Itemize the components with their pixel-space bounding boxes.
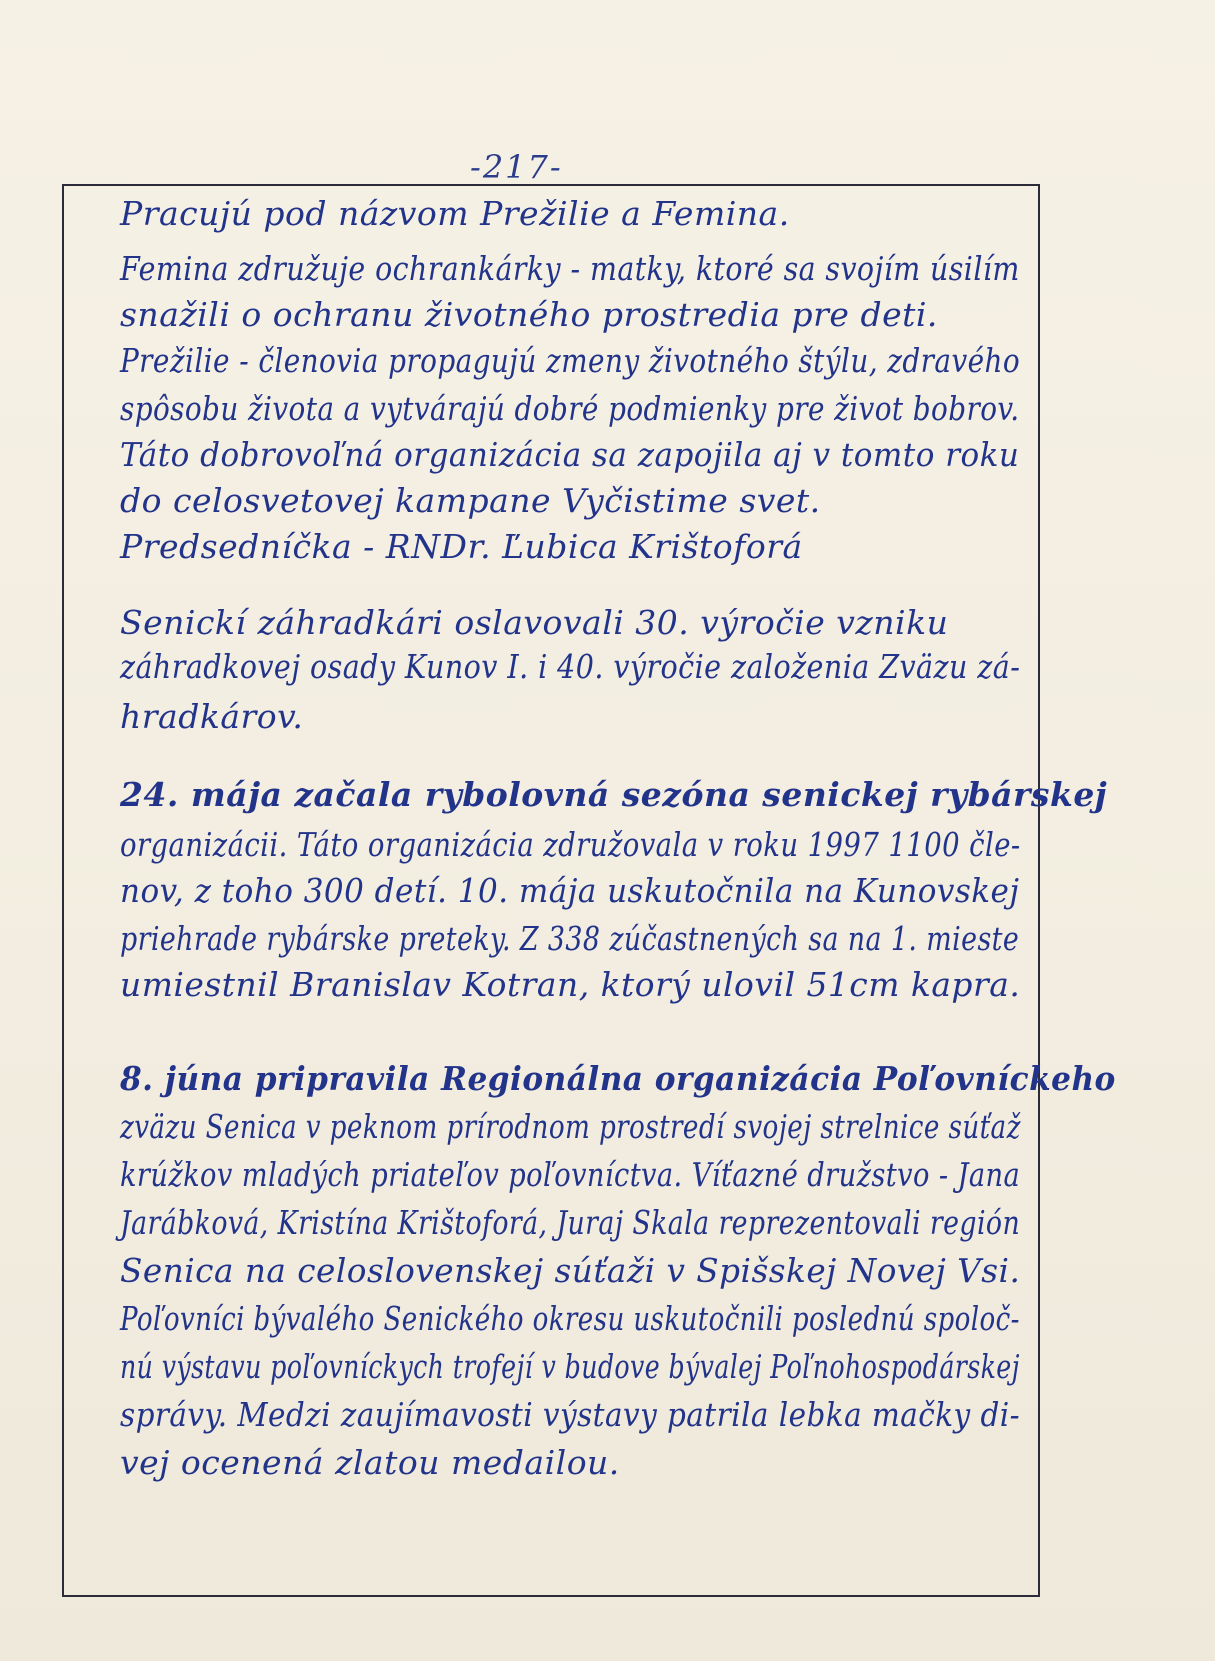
text-line: organizácii. Táto organizácia združovala v roku 1997 1100 čle- xyxy=(120,825,1021,864)
text-line: snažili o ochranu životného prostredia pre deti. xyxy=(120,295,938,334)
text-line: priehrade rybárske preteky. Z 338 zúčastnených sa na 1. mieste xyxy=(120,919,1020,958)
text-line: hradkárov. xyxy=(120,697,304,736)
text-line: Predsedníčka - RNDr. Ľubica Krištoforá xyxy=(120,527,803,566)
text-line: Poľovníci bývalého Senického okresu uskutočnili poslednú spoloč- xyxy=(120,1299,1020,1338)
text-line: nú výstavu poľovníckych trofejí v budove bývalej Poľnohospodárskej xyxy=(120,1347,1020,1386)
text-line: správy. Medzi zaujímavosti výstavy patrila lebka mačky di- xyxy=(120,1395,1021,1434)
text-line: Senica na celoslovenskej súťaži v Spišskej Novej Vsi. xyxy=(120,1251,1021,1290)
page-number: -217- xyxy=(470,148,563,186)
text-line: nov, z toho 300 detí. 10. mája uskutočnila na Kunovskej xyxy=(120,871,1020,910)
text-line: Femina združuje ochrankárky - matky, ktoré sa svojím úsilím xyxy=(120,249,1020,288)
text-line: Senickí záhradkári oslavovali 30. výročie vzniku xyxy=(120,603,949,642)
text-line: Táto dobrovoľná organizácia sa zapojila aj v tomto roku xyxy=(120,435,1020,474)
text-line: 24. mája začala rybolovná sezóna senickej rybárskej xyxy=(120,775,1108,814)
text-line: vej ocenená zlatou medailou. xyxy=(120,1443,620,1482)
text-line: 8. júna pripravila Regionálna organizácia Poľovníckeho xyxy=(120,1059,1116,1098)
text-line: Pracujú pod názvom Prežilie a Femina. xyxy=(120,194,790,233)
text-line: umiestnil Branislav Kotran, ktorý ulovil 51cm kapra. xyxy=(120,965,1021,1004)
text-line: spôsobu života a vytvárajú dobré podmienky pre život bobrov. xyxy=(120,389,1020,428)
text-line: zväzu Senica v peknom prírodnom prostredí svojej strelnice súťaž xyxy=(120,1107,1021,1146)
text-line: Prežilie - členovia propagujú zmeny životného štýlu, zdravého xyxy=(120,341,1021,380)
text-line: do celosvetovej kampane Vyčistime svet. xyxy=(120,481,821,520)
text-line: záhradkovej osady Kunov I. i 40. výročie založenia Zväzu zá- xyxy=(120,647,1021,686)
text-line: Jarábková, Kristína Krištoforá, Juraj Skala reprezentovali región xyxy=(120,1203,1021,1242)
text-line: krúžkov mladých priateľov poľovníctva. Víťazné družstvo - Jana xyxy=(120,1155,1021,1194)
